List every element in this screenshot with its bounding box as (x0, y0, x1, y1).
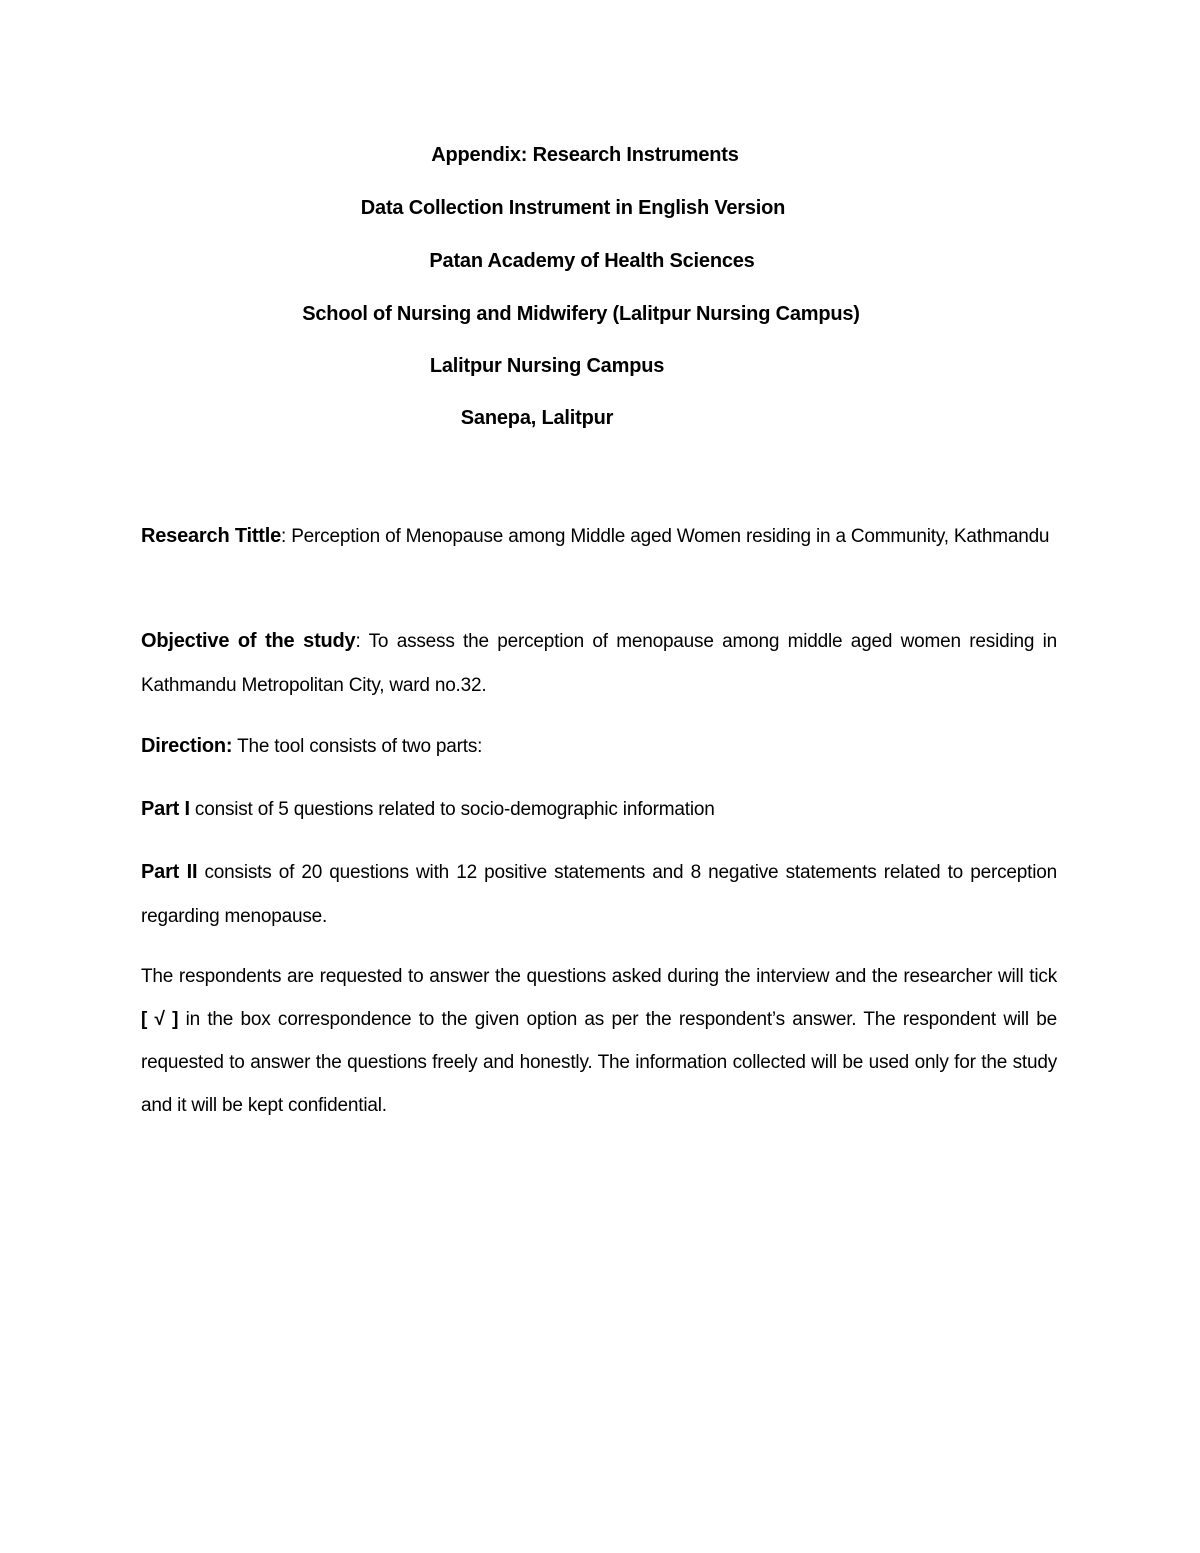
research-title-label: Research Tittle (141, 525, 282, 547)
research-title-text: : Perception of Menopause among Middle aged Women residing in a Community, Kathmandu (281, 526, 1050, 547)
part-one-label: Part I (141, 798, 190, 820)
instructions-text-start: The respondents are requested to answer the questions asked during the interview and the researcher will tick (141, 966, 1057, 987)
tick-mark: [ √ ] (141, 1009, 179, 1030)
campus-heading: Lalitpur Nursing Campus (429, 355, 665, 377)
instructions-paragraph (141, 955, 1057, 1127)
research-title-paragraph (141, 514, 1057, 559)
instructions-text-end: in the box correspondence to the given option as per the respondent’s answer. The respondent will be requested to answer the questions freely and honestly. The information collected will be used only for the study and it will be kept confidential. (141, 1009, 1057, 1116)
direction-paragraph (141, 724, 1057, 769)
objective-label: Objective of the study (141, 630, 356, 652)
part-two-paragraph (141, 850, 1057, 939)
part-two-text: consists of 20 questions with 12 positive statements and 8 negative statements related to perception regarding menopause. (141, 862, 1057, 927)
instrument-version-heading: Data Collection Instrument in English Version (360, 197, 786, 219)
address-heading: Sanepa, Lalitpur (460, 407, 614, 429)
direction-label: Direction: (141, 735, 233, 757)
objective-paragraph (141, 619, 1057, 708)
part-one-paragraph (141, 787, 1057, 832)
part-one-text: consist of 5 questions related to socio-demographic information (189, 799, 715, 820)
academy-heading: Patan Academy of Health Sciences (429, 250, 755, 272)
school-heading: School of Nursing and Midwifery (Lalitpur Nursing Campus) (302, 303, 860, 325)
part-two-label: Part II (141, 861, 198, 883)
direction-text: The tool consists of two parts: (232, 736, 483, 757)
objective-text: : To assess the perception of menopause among middle aged women residing in Kathmandu Metropolitan City, ward no.32. (141, 631, 1058, 696)
appendix-heading: Appendix: Research Instruments (431, 144, 739, 166)
